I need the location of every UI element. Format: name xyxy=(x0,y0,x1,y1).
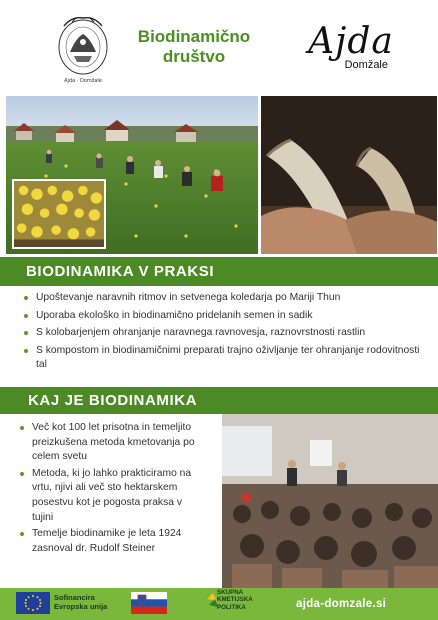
eu-flag-icon xyxy=(16,592,50,614)
slovenia-flag-icon xyxy=(131,592,167,614)
ajda-logo-subword: Domžale xyxy=(344,59,388,71)
about-list xyxy=(18,421,204,558)
cap-text-line3: POLITIKA xyxy=(217,603,246,611)
header xyxy=(0,0,438,95)
list-item: S kolobarjenjem ohranjanje naravnega ravnovesja, raznovrstnosti rastlin xyxy=(22,326,432,341)
section-title-kaj-je-biodinamika: KAJ JE BIODINAMIKA xyxy=(0,387,438,414)
svg-text:Ajda · Domžale: Ajda · Domžale xyxy=(64,78,102,84)
list-item: Več kot 100 let prisotna in temeljito preizkušena metoda kmetovanja po celem svetu xyxy=(18,421,204,465)
section-title-biodinamika-v-praksi: BIODINAMIKA V PRAKSI xyxy=(0,257,438,286)
eu-text-line1: Sofinancira xyxy=(54,593,95,602)
organization-title-line2: društvo xyxy=(162,47,226,66)
cow-horns-in-hands-photo xyxy=(261,96,437,254)
eu-text-line2: Evropska unija xyxy=(54,602,108,611)
organization-title xyxy=(128,27,260,67)
list-item: Uporaba ekološko in biodinamično pridelanih semen in sadik xyxy=(22,309,432,324)
list-item: Upoštevanje naravnih ritmov in setvenega koledarja po Mariji Thun xyxy=(22,291,432,306)
list-item: Temelje biodinamike je leta 1924 zasnoval dr. Rudolf Steiner xyxy=(18,527,204,556)
biodynamic-society-emblem-icon xyxy=(52,12,114,86)
practice-list xyxy=(22,291,432,376)
cap-text-line2: KMETIJSKA xyxy=(217,596,253,604)
organization-title-line1: Biodinamično xyxy=(137,27,251,46)
ajda-logo-word: Ajda xyxy=(308,21,394,62)
eu-cofunding-text xyxy=(54,593,120,611)
list-item: S kompostom in biodinamičnimi preparati trajno oživljanje ter ohranjanje rodovitnosti tal xyxy=(22,344,432,373)
yellow-flowers-in-crate-photo xyxy=(12,179,106,249)
cap-text-line1: SKUPNA xyxy=(217,589,244,596)
website-link[interactable]: ajda-domzale.si xyxy=(296,598,387,610)
list-item: Metoda, ki jo lahko prakticiramo na vrtu, njivi ali več sto hektarskem posestvu kot je pogosta praksa v tujini xyxy=(18,467,204,525)
ajda-logo xyxy=(296,22,406,78)
lecture-audience-photo xyxy=(222,414,438,588)
cap-logo-text xyxy=(217,589,275,611)
